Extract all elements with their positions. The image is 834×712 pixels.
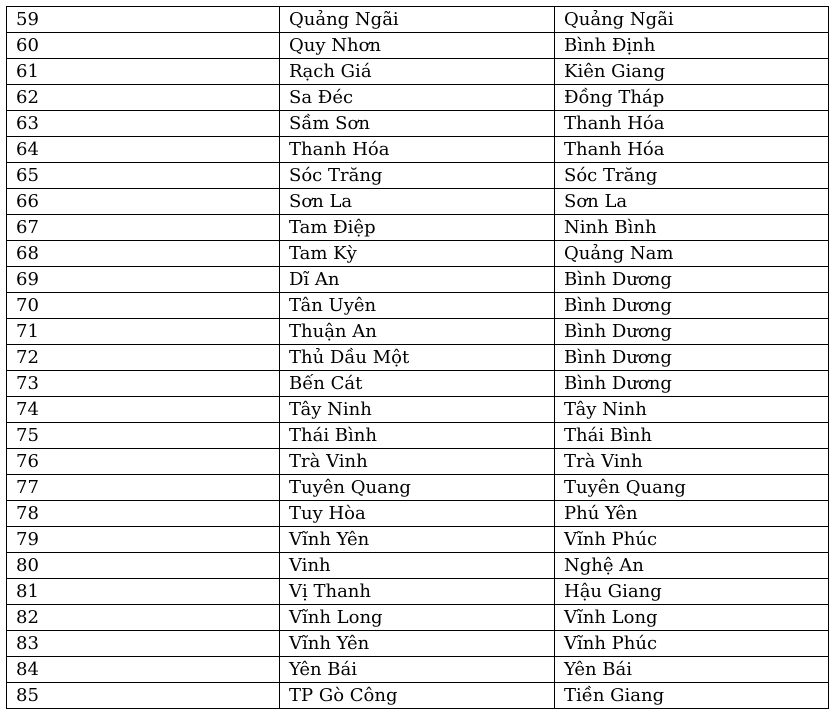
table-row xyxy=(7,189,829,215)
province-cell: Trà Vinh xyxy=(555,449,829,475)
province-cell: Thanh Hóa xyxy=(555,111,829,137)
province-cell: Bình Dương xyxy=(555,371,829,397)
city-cell: TP Gò Công xyxy=(280,683,555,709)
city-cell: Rạch Giá xyxy=(280,59,555,85)
row-number-cell: 64 xyxy=(7,137,280,163)
city-cell: Tuyên Quang xyxy=(280,475,555,501)
province-cell: Bình Dương xyxy=(555,345,829,371)
row-number-cell: 80 xyxy=(7,553,280,579)
table-row xyxy=(7,267,829,293)
table-row xyxy=(7,397,829,423)
row-number-cell: 77 xyxy=(7,475,280,501)
city-cell: Tây Ninh xyxy=(280,397,555,423)
table-row xyxy=(7,371,829,397)
table-row xyxy=(7,449,829,475)
province-cell: Thanh Hóa xyxy=(555,137,829,163)
province-cell: Vĩnh Long xyxy=(555,605,829,631)
table-row xyxy=(7,657,829,683)
table-row xyxy=(7,423,829,449)
city-cell: Vĩnh Yên xyxy=(280,631,555,657)
table-row xyxy=(7,553,829,579)
row-number-cell: 72 xyxy=(7,345,280,371)
table-row xyxy=(7,319,829,345)
province-cell: Sóc Trăng xyxy=(555,163,829,189)
city-cell: Thái Bình xyxy=(280,423,555,449)
city-cell: Sa Đéc xyxy=(280,85,555,111)
table-row xyxy=(7,33,829,59)
province-cell: Kiên Giang xyxy=(555,59,829,85)
row-number-cell: 78 xyxy=(7,501,280,527)
province-cell: Sơn La xyxy=(555,189,829,215)
city-cell: Thuận An xyxy=(280,319,555,345)
province-cell: Ninh Bình xyxy=(555,215,829,241)
city-cell: Tân Uyên xyxy=(280,293,555,319)
table-row xyxy=(7,579,829,605)
row-number-cell: 84 xyxy=(7,657,280,683)
province-cell: Bình Dương xyxy=(555,267,829,293)
row-number-cell: 81 xyxy=(7,579,280,605)
province-cell: Tiền Giang xyxy=(555,683,829,709)
row-number-cell: 66 xyxy=(7,189,280,215)
table-row xyxy=(7,501,829,527)
city-cell: Thủ Dầu Một xyxy=(280,345,555,371)
city-cell: Thanh Hóa xyxy=(280,137,555,163)
table-row xyxy=(7,631,829,657)
city-cell: Sầm Sơn xyxy=(280,111,555,137)
row-number-cell: 74 xyxy=(7,397,280,423)
table-row xyxy=(7,85,829,111)
city-cell: Tam Điệp xyxy=(280,215,555,241)
table-body xyxy=(7,7,829,709)
table-row xyxy=(7,293,829,319)
province-cell: Quảng Ngãi xyxy=(555,7,829,33)
city-cell: Yên Bái xyxy=(280,657,555,683)
province-cell: Yên Bái xyxy=(555,657,829,683)
row-number-cell: 69 xyxy=(7,267,280,293)
province-cell: Vĩnh Phúc xyxy=(555,631,829,657)
table-row xyxy=(7,475,829,501)
table-row xyxy=(7,683,829,709)
row-number-cell: 76 xyxy=(7,449,280,475)
city-cell: Vĩnh Yên xyxy=(280,527,555,553)
city-cell: Quảng Ngãi xyxy=(280,7,555,33)
province-cell: Bình Dương xyxy=(555,319,829,345)
province-cell: Bình Định xyxy=(555,33,829,59)
cities-table xyxy=(6,6,829,709)
province-cell: Thái Bình xyxy=(555,423,829,449)
city-cell: Dĩ An xyxy=(280,267,555,293)
row-number-cell: 59 xyxy=(7,7,280,33)
row-number-cell: 67 xyxy=(7,215,280,241)
city-cell: Vinh xyxy=(280,553,555,579)
province-cell: Vĩnh Phúc xyxy=(555,527,829,553)
province-cell: Bình Dương xyxy=(555,293,829,319)
city-cell: Vị Thanh xyxy=(280,579,555,605)
table-row xyxy=(7,163,829,189)
city-cell: Vĩnh Long xyxy=(280,605,555,631)
city-cell: Bến Cát xyxy=(280,371,555,397)
table-row xyxy=(7,7,829,33)
row-number-cell: 79 xyxy=(7,527,280,553)
province-cell: Tây Ninh xyxy=(555,397,829,423)
row-number-cell: 73 xyxy=(7,371,280,397)
row-number-cell: 85 xyxy=(7,683,280,709)
row-number-cell: 71 xyxy=(7,319,280,345)
row-number-cell: 75 xyxy=(7,423,280,449)
table-row xyxy=(7,605,829,631)
province-cell: Phú Yên xyxy=(555,501,829,527)
table-row xyxy=(7,241,829,267)
province-cell: Hậu Giang xyxy=(555,579,829,605)
city-cell: Sơn La xyxy=(280,189,555,215)
province-cell: Tuyên Quang xyxy=(555,475,829,501)
province-cell: Đồng Tháp xyxy=(555,85,829,111)
row-number-cell: 61 xyxy=(7,59,280,85)
city-cell: Trà Vinh xyxy=(280,449,555,475)
row-number-cell: 68 xyxy=(7,241,280,267)
city-cell: Tam Kỳ xyxy=(280,241,555,267)
table-row xyxy=(7,59,829,85)
row-number-cell: 82 xyxy=(7,605,280,631)
table-row xyxy=(7,111,829,137)
table-row xyxy=(7,527,829,553)
table-row xyxy=(7,345,829,371)
table-row xyxy=(7,215,829,241)
row-number-cell: 70 xyxy=(7,293,280,319)
province-cell: Nghệ An xyxy=(555,553,829,579)
row-number-cell: 60 xyxy=(7,33,280,59)
row-number-cell: 63 xyxy=(7,111,280,137)
row-number-cell: 62 xyxy=(7,85,280,111)
city-cell: Sóc Trăng xyxy=(280,163,555,189)
city-cell: Quy Nhơn xyxy=(280,33,555,59)
province-cell: Quảng Nam xyxy=(555,241,829,267)
row-number-cell: 65 xyxy=(7,163,280,189)
row-number-cell: 83 xyxy=(7,631,280,657)
table-row xyxy=(7,137,829,163)
city-cell: Tuy Hòa xyxy=(280,501,555,527)
